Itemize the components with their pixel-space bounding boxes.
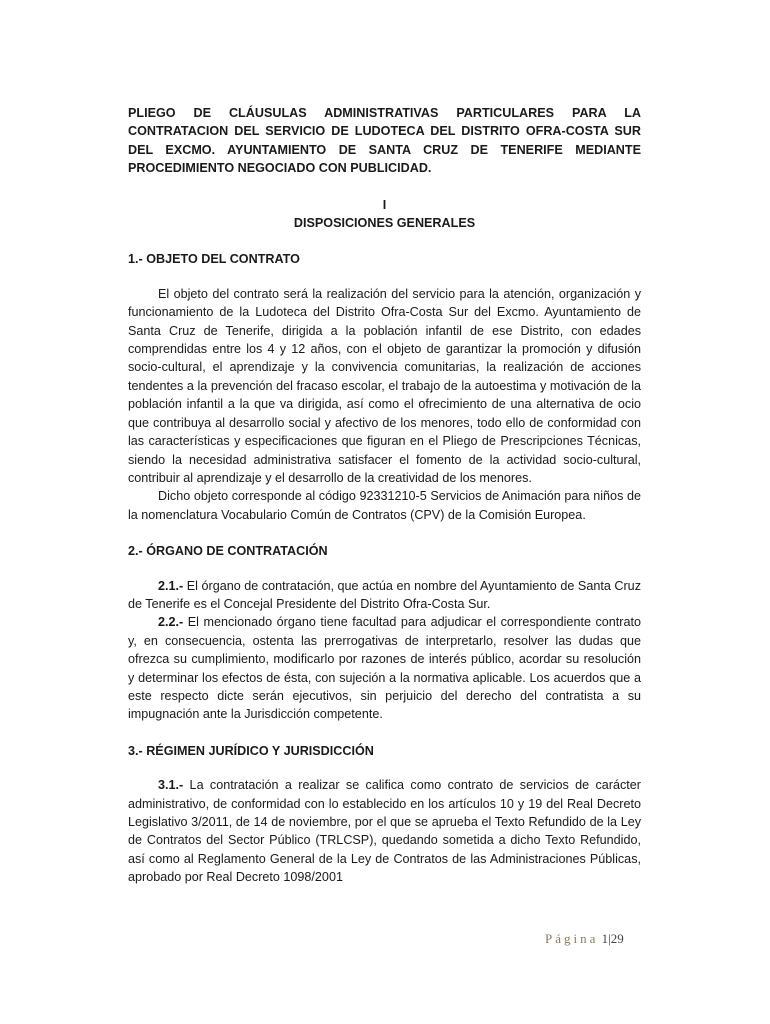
section-3-heading: 3.- RÉGIMEN JURÍDICO Y JURISDICCIÓN [128, 743, 374, 758]
clause-text: El órgano de contratación, que actúa en nombre del Ayuntamiento de Santa Cruz de Tenerife es el Concejal Presidente del Distrito Ofra-Costa Sur. [128, 578, 641, 611]
page-separator: | [608, 931, 611, 946]
document-page [128, 104, 641, 887]
section-3-paragraph-1 [128, 776, 641, 886]
section-1-paragraph-2: Dicho objeto corresponde al código 92331210-5 Servicios de Animación para niños de la nomenclatura Vocabulario Común de Contratos (CPV) de la Comisión Europea. [128, 489, 641, 522]
clause-number: 2.1.- [158, 578, 184, 593]
section-1-paragraph-1: El objeto del contrato será la realización del servicio para la atención, organización y funcionamiento de la Ludoteca del Distrito Ofra-Costa Sur del Excmo. Ayuntamiento de Santa Cruz de Tenerife, dirigida a la población infantil de ese Distrito, con edades comprendidas entre los 4 y 12 años, con el objeto de garantizar la promoción y difusión socio-cultural, el aprendizaje y la convivencia comunitarias, la realización de acciones tendentes a la prevención del fracaso escolar, el trabajo de la autoestima y motivación de la población infantil a la que va dirigida, así como el ofrecimiento de una alternativa de ocio que contribuya al desarrollo social y afectivo de los menores, todo ello de conformidad con las características y especificaciones que figuran en el Pliego de Prescripciones Técnicas, siendo la necesidad administrativa satisfacer el fomento de la actividad socio-cultural, contribuir al aprendizaje y el desarrollo de la creatividad de los menores. [128, 286, 641, 485]
clause-text: La contratación a realizar se califica como contrato de servicios de carácter administrativo, de conformidad con lo establecido en los artículos 10 y 19 del Real Decreto Legislativo 3/2011, de 14 de noviembre, por el que se aprueba el Texto Refundido de la Ley de Contratos del Sector Público (TRLCSP), quedando sometida a dicho Texto Refundido, así como al Reglamento General de la Ley de Contratos de las Administraciones Públicas, aprobado por Real Decreto 1098/2001 [128, 778, 641, 885]
page-footer [545, 931, 624, 947]
clause-text: El mencionado órgano tiene facultad para adjudicar el correspondiente contrato y, en consecuencia, ostenta las prerrogativas de interpretarlo, resolver las dudas que ofrezca su cumplimiento, modificarlo por razones de interés público, acordar su resolución y determinar los efectos de ésta, con sujeción a la normativa aplicable. Los acuerdos que a este respecto dicte serán ejecutivos, sin perjuicio del derecho del contratista a su impugnación ante la Jurisdicción competente. [128, 615, 641, 722]
document-title: PLIEGO DE CLÁUSULAS ADMINISTRATIVAS PARTICULARES PARA LA CONTRATACION DEL SERVICIO DE LUDOTECA DEL DISTRITO OFRA-COSTA SUR DEL EXCMO. AYUNTAMIENTO DE SANTA CRUZ DE TENERIFE MEDIANTE PROCEDIMIENTO NEGOCIADO CON PUBLICIDAD. [128, 106, 641, 176]
section-2-heading: 2.- ÓRGANO DE CONTRATACIÓN [128, 544, 328, 559]
page-total: 29 [610, 931, 624, 946]
chapter-name: DISPOSICIONES GENERALES [293, 216, 476, 231]
clause-number: 3.1.- [158, 778, 184, 793]
clause-number: 2.2.- [158, 615, 184, 630]
page-label: Página [545, 931, 599, 946]
section-2-paragraph-1 [128, 577, 641, 614]
section-2-paragraph-2 [128, 613, 641, 723]
chapter-number: I [382, 197, 387, 212]
section-1-heading: 1.- OBJETO DEL CONTRATO [128, 252, 300, 267]
page-number: 1 [601, 931, 609, 946]
